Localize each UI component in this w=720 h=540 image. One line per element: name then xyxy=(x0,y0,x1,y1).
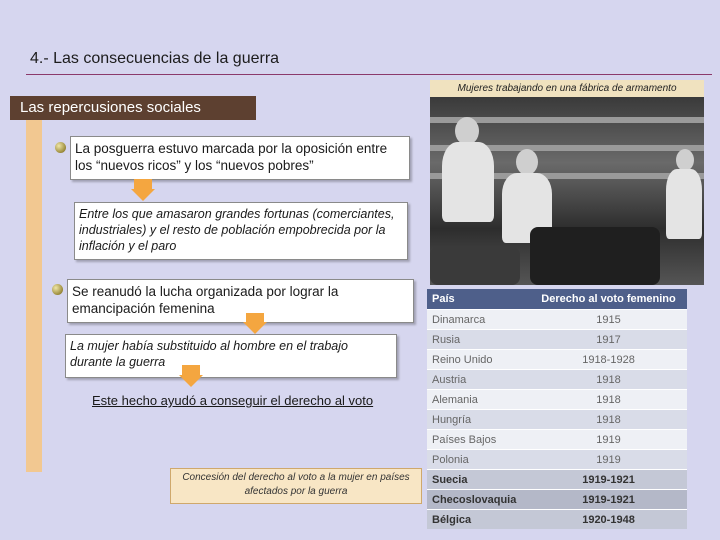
cell-year: 1917 xyxy=(531,330,687,350)
arrow-stem xyxy=(246,313,264,322)
photo-machine xyxy=(530,227,660,285)
cell-country: Austria xyxy=(427,370,531,390)
table-row xyxy=(427,490,687,510)
cell-country: Polonia xyxy=(427,450,531,470)
women-vote-table xyxy=(427,289,687,529)
arrow-stem xyxy=(182,365,200,375)
table-row xyxy=(427,310,687,330)
header-vote: Derecho al voto femenino xyxy=(531,289,687,310)
cell-year: 1919-1921 xyxy=(531,490,687,510)
cell-year: 1915 xyxy=(531,310,687,330)
point-one-box: La posguerra estuvo marcada por la oposición entre los “nuevos ricos” y los “nuevos pobres” xyxy=(70,136,410,180)
cell-year: 1919 xyxy=(531,430,687,450)
table-row xyxy=(427,330,687,350)
cell-country: Dinamarca xyxy=(427,310,531,330)
conclusion-text: Este hecho ayudó a conseguir el derecho al voto xyxy=(92,393,374,408)
cell-country: Países Bajos xyxy=(427,430,531,450)
photo-caption: Mujeres trabajando en una fábrica de armamento xyxy=(430,80,704,97)
factory-photo xyxy=(430,97,704,285)
point-two-box: Se reanudó la lucha organizada por lograr la emancipación femenina xyxy=(67,279,414,323)
photo-figure-head xyxy=(676,149,694,171)
table-row xyxy=(427,510,687,530)
cell-year: 1918 xyxy=(531,370,687,390)
cell-year: 1918 xyxy=(531,390,687,410)
cell-country: Checoslovaquia xyxy=(427,490,531,510)
table-row xyxy=(427,350,687,370)
title-divider xyxy=(26,74,712,75)
cell-year: 1920-1948 xyxy=(531,510,687,530)
photo-machine xyxy=(430,247,520,285)
table-caption-note: Concesión del derecho al voto a la mujer en países afectados por la guerra xyxy=(170,468,422,504)
table-row xyxy=(427,390,687,410)
down-arrow-icon xyxy=(179,375,203,387)
cell-year: 1918-1928 xyxy=(531,350,687,370)
cell-country: Hungría xyxy=(427,410,531,430)
table-row xyxy=(427,470,687,490)
table-row xyxy=(427,370,687,390)
cell-year: 1918 xyxy=(531,410,687,430)
section-subtitle: Las repercusiones sociales xyxy=(10,96,256,120)
bullet-icon xyxy=(55,142,66,153)
cell-country: Rusia xyxy=(427,330,531,350)
header-country: País xyxy=(427,289,531,310)
slide-title: 4.- Las consecuencias de la guerra xyxy=(30,50,280,67)
detail-two-box: La mujer había substituido al hombre en el trabajo durante la guerra xyxy=(65,334,397,378)
bullet-icon xyxy=(52,284,63,295)
down-arrow-icon xyxy=(243,322,267,334)
cell-year: 1919 xyxy=(531,450,687,470)
photo-figure-body xyxy=(442,142,494,222)
detail-one-box: Entre los que amasaron grandes fortunas (comerciantes, industriales) y el resto de población empobrecida por la inflación y el paro xyxy=(74,202,408,260)
cell-country: Suecia xyxy=(427,470,531,490)
table-header-row xyxy=(427,289,687,310)
cell-year: 1919-1921 xyxy=(531,470,687,490)
arrow-stem xyxy=(134,179,152,189)
table-row xyxy=(427,450,687,470)
cell-country: Bélgica xyxy=(427,510,531,530)
table-row xyxy=(427,430,687,450)
cell-country: Alemania xyxy=(427,390,531,410)
accent-side-bar xyxy=(26,118,42,472)
photo-figure-body xyxy=(666,169,702,239)
photo-figure-head xyxy=(455,117,479,145)
cell-country: Reino Unido xyxy=(427,350,531,370)
down-arrow-icon xyxy=(131,189,155,201)
table-row xyxy=(427,410,687,430)
photo-figure-head xyxy=(516,149,538,175)
